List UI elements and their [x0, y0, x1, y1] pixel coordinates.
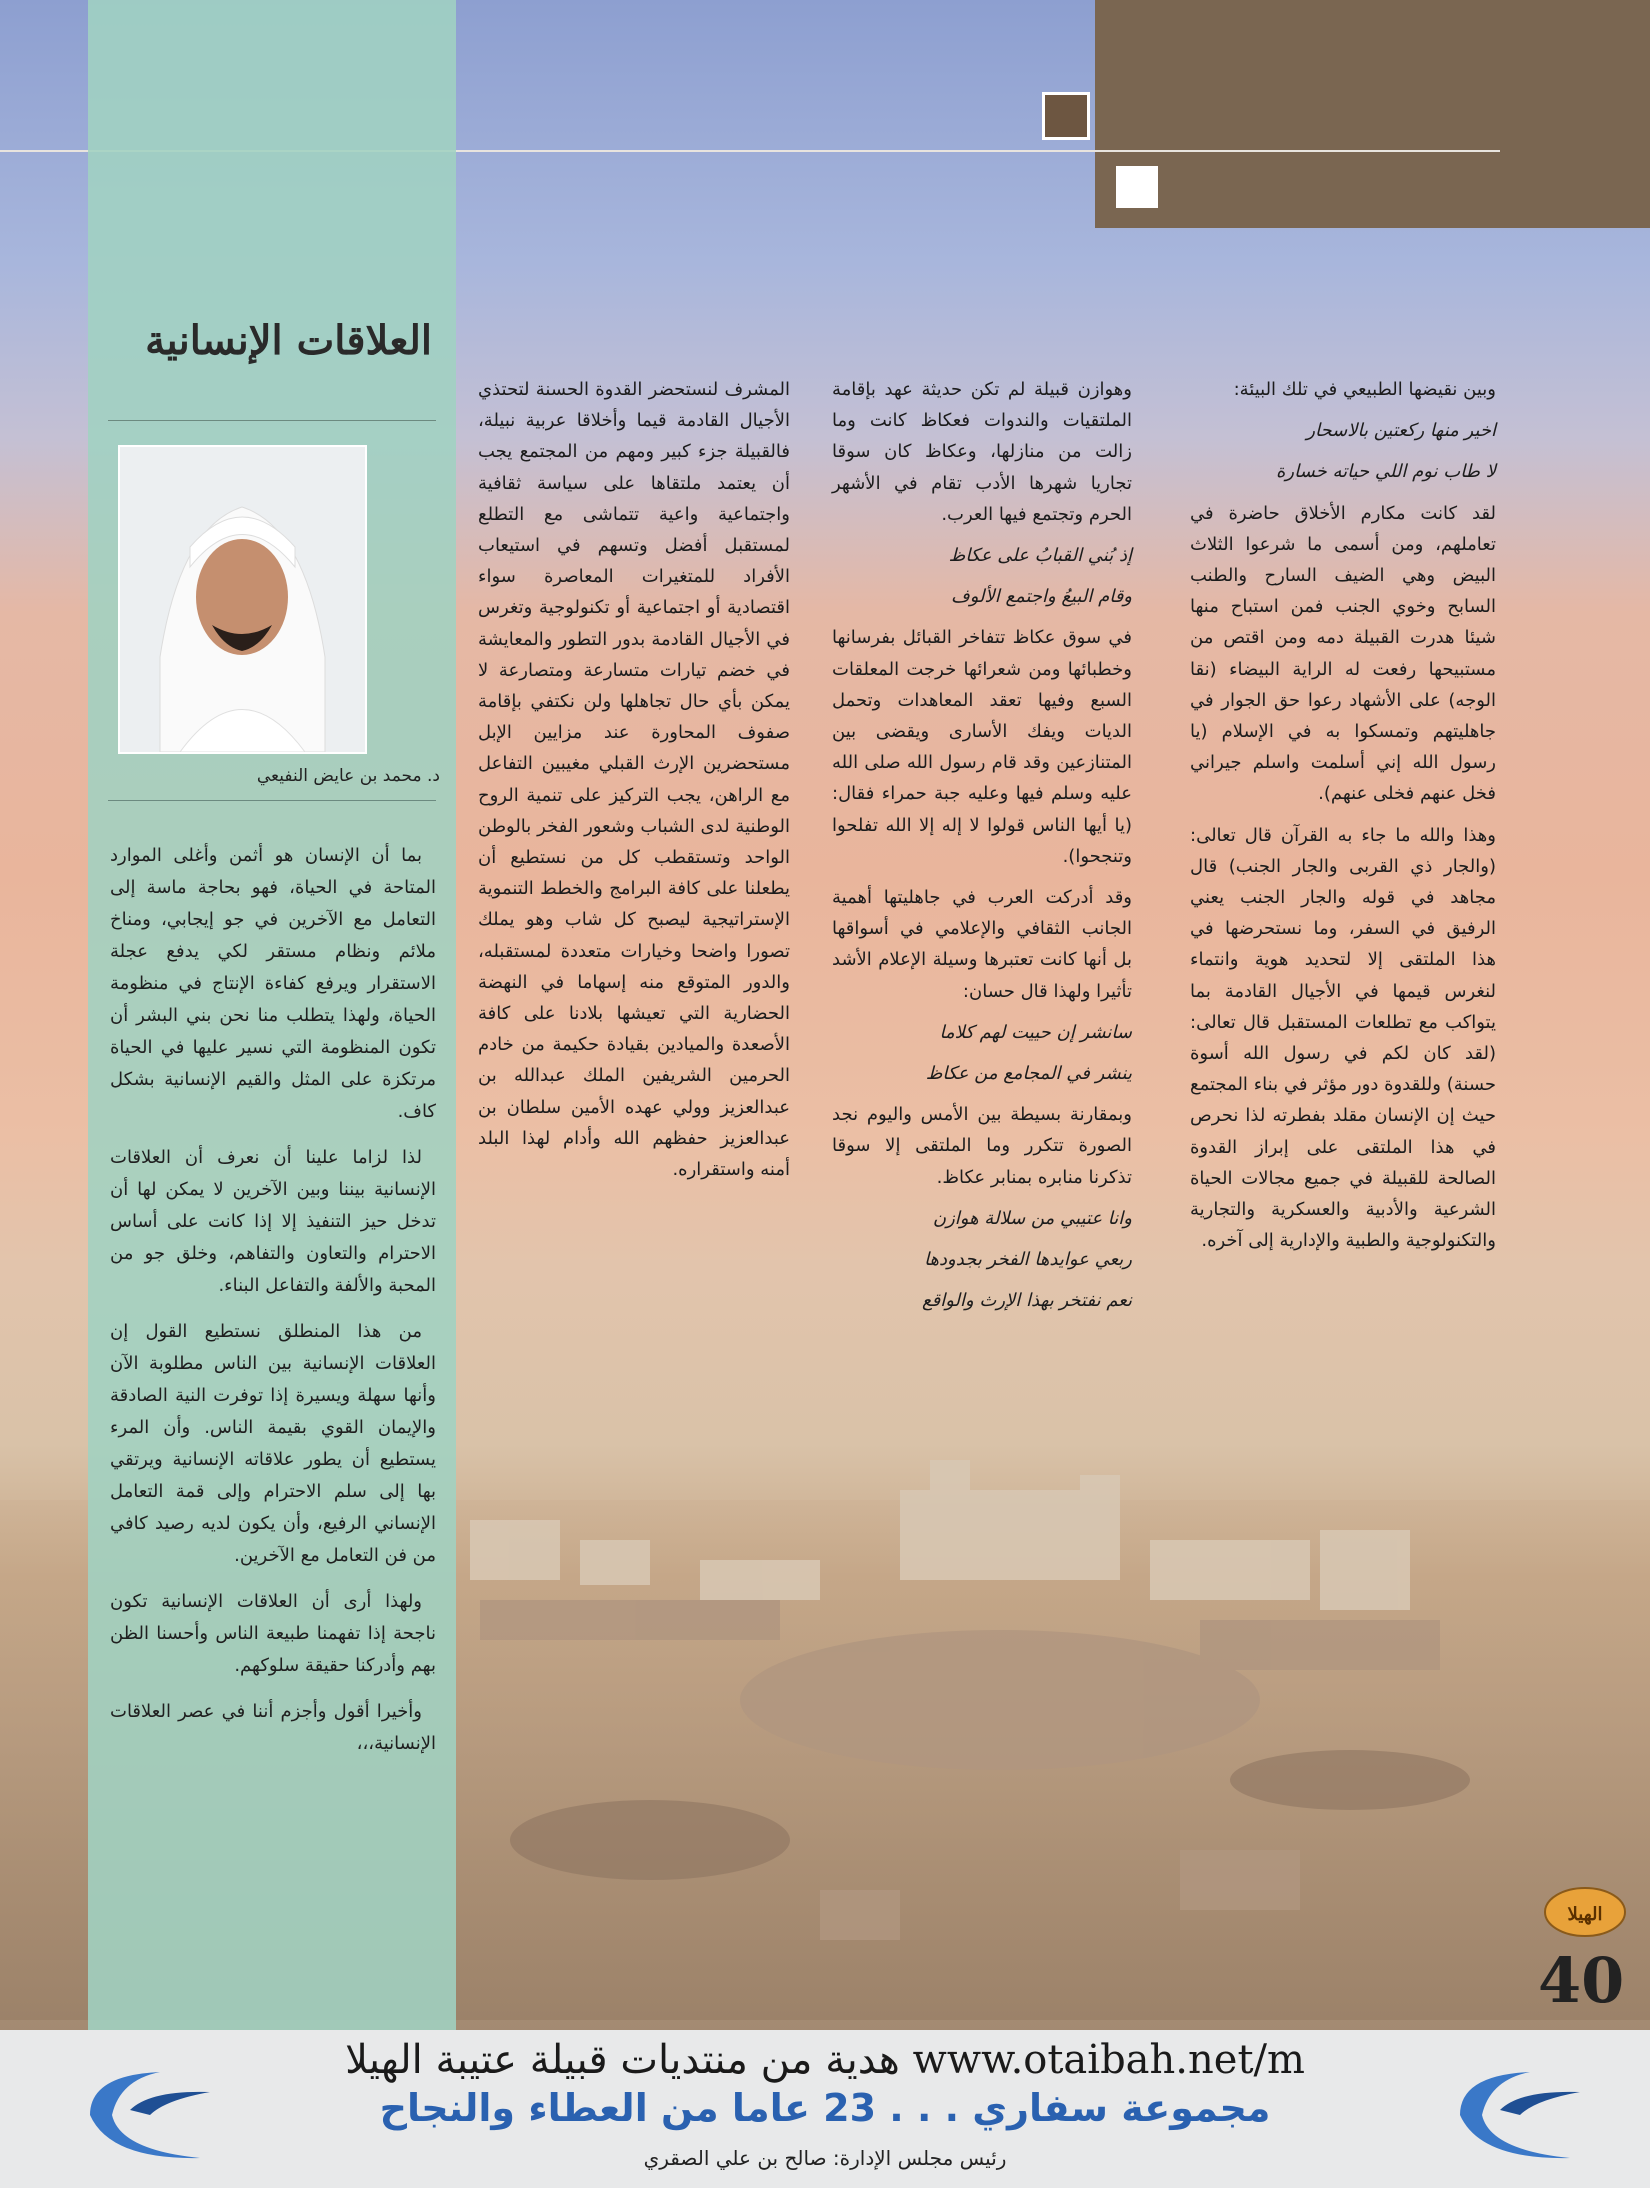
column-paragraph: وبمقارنة بسيطة بين الأمس واليوم نجد الصورة تتكرر وما الملتقى إلا سوقا تذكرنا منابره بمنابر عكاظ.: [832, 1104, 1132, 1188]
poem-verse: لا طاب نوم اللي حياته خسارة: [1275, 461, 1496, 483]
poem-verse: اخير منها ركعتين بالاسحار: [1306, 420, 1496, 442]
article-column-3: [478, 374, 790, 1195]
sidebar-paragraph: لذا لزاما علينا أن نعرف أن العلاقات الإنسانية بيننا وبين الآخرين لا يمكن لها أن تدخل حيز التنفيذ إلا إذا كانت على أساس الاحترام والتعاون والتفاهم، وخلق جو من المحبة والألفة والتفاعل البناء.: [110, 1147, 436, 1296]
article-column-2: [832, 374, 1132, 1326]
poem-verse: إذ بُني القبابُ على عكاظ: [948, 545, 1132, 567]
title-divider: [108, 420, 436, 421]
sponsor-slogan: مجموعة سفاري . . . 23 عاما من العطاء والنجاح: [379, 2086, 1271, 2130]
column-paragraph: لقد كانت مكارم الأخلاق حاضرة في تعاملهم، ومن أسمى ما شرعوا الثلاث البيض وهي الضيف السارح والطنب السابح وخوي الجنب فمن استباح منها شيئا هدرت القبيلة دمه ومن اقتص من مستبيحها رفعت له الراية البيضاء (نقا الوجه) على الأشهاد رعوا حق الجوار في جاهليتهم وتمسكوا به في الإسلام (يا رسول الله إني أسلمت واسلم جيراني فخل عنهم فخلى عنهم).: [1190, 502, 1496, 805]
article-title: العلاقات الإنسانية: [145, 317, 432, 364]
chairman-line: رئيس مجلس الإدارة: صالح بن علي الصقري: [643, 2146, 1007, 2170]
poem-verse: سانشر إن حييت لهم كلاما: [939, 1021, 1132, 1043]
column-paragraph: في سوق عكاظ تتفاخر القبائل بفرسانها وخطبائها ومن شعرائها خرجت المعلقات السبع وفيها تعقد المعاهدات وتحمل الديات ويفك الأسارى ويقضى بين المتنازعين وقد قام رسول الله صلى الله عليه وسلم فيها وعليه جبة حمراء فقال: (يا أيها الناس قولوا لا إله إلا الله تفلحوا وتنجحوا).: [832, 627, 1132, 867]
article-column-1: [1190, 374, 1496, 1266]
magazine-badge-label: الهيلا: [1567, 1904, 1603, 1925]
column-paragraph: وبين نقيضها الطبيعي في تلك البيئة:: [1233, 379, 1496, 400]
decor-square-dark: [1042, 92, 1090, 140]
author-photo: [118, 445, 367, 754]
sidebar-paragraph: ولهذا أرى أن العلاقات الإنسانية تكون ناجحة إذا تفهمنا طبيعة الناس وأحسنا الظن بهم وأدركنا حقيقة سلوكهم.: [110, 1591, 436, 1676]
poem-verse: وقام البيعُ واجتمع الألوف: [951, 586, 1132, 608]
sidebar-paragraph: وأخيرا أقول وأجزم أننا في عصر العلاقات الإنسانية،،،: [110, 1701, 436, 1754]
poem-verse: نعم نفتخر بهذا الإرث والواقع: [922, 1290, 1132, 1312]
top-decor-bar: [1095, 0, 1650, 228]
column-paragraph: وهذا والله ما جاء به القرآن قال تعالى: (والجار ذي القربى والجار الجنب) قال مجاهد في قوله والجار الجنب يعني الرفيق في السفر، وما نستحرضها في هذا الملتقى إلا لتحديد هوية وانتماء لنغرس قيمها في الأجيال القادمة بما يتواكب مع تطلعات المستقبل قال تعالى: (لقد كان لكم في رسول الله أسوة حسنة) وللقدوة دور مؤثر في بناء المجتمع حيث إن الإنسان مقلد بفطرته لذا نحرص في هذا الملتقى على إبراز القدوة الصالحة للقبيلة في جميع مجالات الحياة الشرعية والأدبية والعسكرية والتجارية والتكنولوجية والطبية والإدارية إلى آخره.: [1190, 824, 1496, 1252]
decor-square-white: [1116, 166, 1158, 208]
poem-verse: وانا عتيبي من سلالة هوازن: [932, 1207, 1132, 1229]
author-portrait-icon: [120, 447, 365, 752]
sidebar-paragraph: من هذا المنطلق نستطيع القول إن العلاقات الإنسانية بين الناس مطلوبة الآن وأنها سهلة ويسيرة إذا توفرت النية الصادقة والإيمان القوي بقيمة الناس. وأن المرء يستطيع أن يطور علاقاته الإنسانية ويرتقي بها إلى سلم الاحترام وإلى قمة التعامل الإنساني الرفيع، وأن يكون لديه رصيد كافي من فن التعامل مع الآخرين.: [110, 1321, 436, 1566]
watermark-text: www.otaibah.net/m هدية من منتديات قبيلة عتيبة الهيلا: [345, 2037, 1305, 2083]
author-divider: [108, 800, 436, 801]
column-paragraph: المشرف لنستحضر القدوة الحسنة لتحتذي الأجيال القادمة قيما وأخلاقا عربية نبيلة، فالقبيلة جزء كبير ومهم من المجتمع يجب أن يعتمد ملتقاها على سياسة ثقافية واجتماعية واعية تتماشى مع التطلع لمستقبل أفضل وتسهم في استيعاب الأفراد للمتغيرات المعاصرة سواء اقتصادية أو اجتماعية أو تكنولوجية وتغرس في الأجيال القادمة بدور التطور والمعايشة في خضم تيارات متسارعة ومتصارعة لا يمكن بأي حال تجاهلها ولن نكتفي بإقامة صفوف المحاورة عند مزايين الإبل مستحضرين الإرث القبلي مغيبين التفاعل مع الراهن، يجب التركيز على تنمية الروح الوطنية لدى الشباب وشعور الفخر بالوطن الواحد وتستقطب كل من نستطيع أن يطعلنا على كافة البرامج والخطط التنموية الإستراتيجية ليصبح كل شاب وهو يملك تصورا واضحا وخيارات متعددة لمستقبله، والدور المتوقع منه إسهاما في النهضة الحضارية التي تعيشها بلادنا على كافة الأصعدة والميادين بقيادة حكيمة من خادم الحرمين الشريفين الملك عبدالله بن عبدالعزيز وولي عهده الأمين سلطان بن عبدالعزيز حفظهم الله وأدام لهذا البلد أمنه واستقراره.: [478, 379, 790, 1181]
column-paragraph: وقد أدركت العرب في جاهليتها أهمية الجانب الثقافي والإعلامي في أسواقها بل أنها كانت تعتبرها وسيلة الإعلام الأشد تأثيرا ولهذا قال حسان:: [832, 887, 1132, 1002]
column-paragraph: وهوازن قبيلة لم تكن حديثة عهد بإقامة الملتقيات والندوات فعكاظ كانت وما زالت من منازلها، وعكاظ كان سوقا تجاريا شهرها الأدب تقام في الأشهر الحرم وتجتمع فيها العرب.: [832, 379, 1132, 525]
poem-verse: ينشر في المجامع من عكاظ: [925, 1063, 1132, 1085]
page-number: 40: [1538, 1944, 1625, 2017]
author-name: د. محمد بن عايض النفيعي: [256, 766, 440, 786]
poem-verse: ربعي عوايدها الفخر بجدودها: [924, 1249, 1132, 1271]
magazine-badge-icon: [1540, 1880, 1630, 1940]
sidebar-article-text: [110, 840, 436, 1774]
sidebar-paragraph: بما أن الإنسان هو أثمن وأغلى الموارد المتاحة في الحياة، فهو بحاجة ماسة إلى التعامل مع الآخرين في جو إيجابي، ومناخ ملائم ونظام مستقر لكي يدفع عجلة الاستقرار ويرفع كفاءة الإنتاج في منظومة الحياة، ولهذا يتطلب منا نحن بني البشر أن تكون المنظومة التي نسير عليها في الحياة مرتكزة على المثل والقيم الإنسانية بشكل كاف.: [110, 845, 436, 1122]
